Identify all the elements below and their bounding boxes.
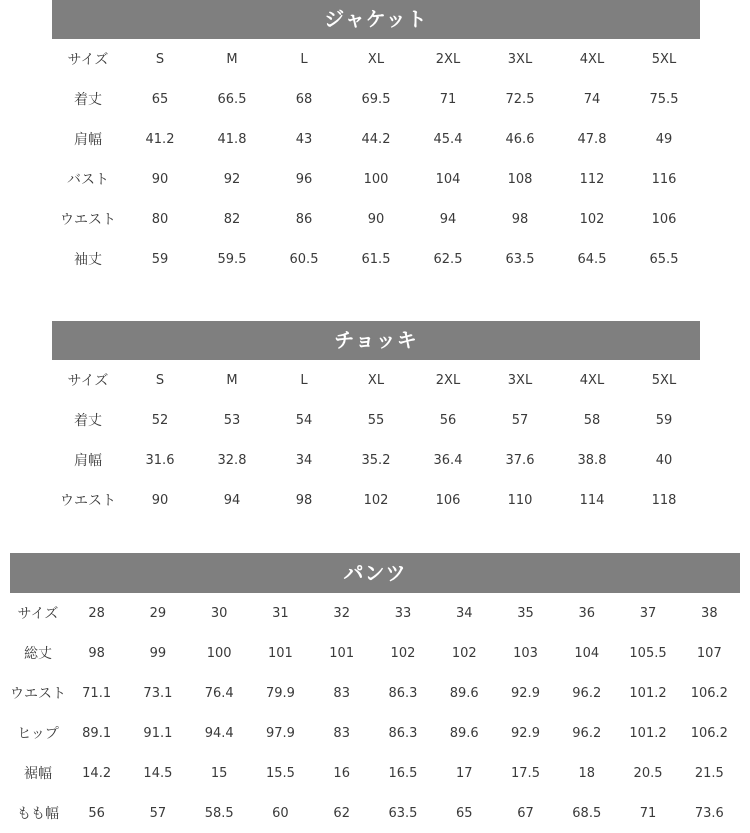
measure-value: 102 <box>579 211 605 227</box>
measure-value: 98 <box>88 645 105 661</box>
measure-value: 75.5 <box>649 91 679 107</box>
measure-value: 116 <box>651 171 677 187</box>
measure-label: 着丈 <box>74 413 102 429</box>
measure-value: 17 <box>455 765 473 781</box>
measure-value: 62.5 <box>433 251 463 267</box>
measure-value: 96 <box>295 171 313 187</box>
measure-label: ヒップ <box>17 726 59 742</box>
measure-value: 73.6 <box>694 805 724 821</box>
measure-value: 83 <box>333 685 350 701</box>
measure-value: 56 <box>88 805 105 821</box>
size-label: 34 <box>455 605 473 621</box>
measure-value: 106 <box>435 492 461 508</box>
measure-value: 15 <box>210 765 228 781</box>
measure-label: もも幅 <box>17 806 59 822</box>
pants-measure-row <box>10 633 740 673</box>
measure-value: 112 <box>579 171 605 187</box>
measure-value: 66.5 <box>217 91 247 107</box>
measure-value: 102 <box>363 492 389 508</box>
size-label: 31 <box>272 605 289 621</box>
measure-value: 90 <box>367 211 385 227</box>
measure-value: 54 <box>295 412 313 428</box>
measure-value: 100 <box>206 645 232 661</box>
measure-label: 総丈 <box>24 646 52 662</box>
measure-value: 89.6 <box>449 685 479 701</box>
measure-value: 92.9 <box>511 685 540 701</box>
measure-value: 31.6 <box>145 452 175 468</box>
measure-value: 40 <box>655 452 673 468</box>
measure-value: 44.2 <box>361 131 391 147</box>
measure-value: 32.8 <box>217 452 247 468</box>
measure-label: バスト <box>67 172 109 188</box>
measure-value: 80 <box>151 211 169 227</box>
pants-measure-row <box>10 793 740 833</box>
size-label: 4XL <box>579 372 605 388</box>
size-label: S <box>155 51 165 67</box>
pants-title: パンツ <box>10 553 740 593</box>
measure-value: 18 <box>578 765 596 781</box>
measure-value: 94 <box>439 211 457 227</box>
size-label: S <box>155 372 165 388</box>
measure-value: 71.1 <box>82 685 112 701</box>
measure-value: 79.9 <box>265 685 295 701</box>
measure-value: 63.5 <box>505 251 535 267</box>
measure-value: 65 <box>151 91 169 107</box>
measure-value: 14.5 <box>143 765 173 781</box>
measure-value: 94.4 <box>204 725 234 741</box>
measure-value: 74 <box>583 91 601 107</box>
size-label: M <box>226 372 238 388</box>
size-label: M <box>226 51 238 67</box>
jacket-measure-row <box>52 199 700 239</box>
measure-value: 100 <box>363 171 389 187</box>
measure-value: 101 <box>268 645 293 661</box>
measure-value: 69.5 <box>361 91 391 107</box>
pants-measure-row <box>10 713 740 753</box>
measure-value: 59 <box>151 251 169 267</box>
measure-value: 76.4 <box>204 685 234 701</box>
size-label: 35 <box>517 605 534 621</box>
measure-value: 45.4 <box>433 131 463 147</box>
measure-value: 58 <box>583 412 601 428</box>
measure-value: 86 <box>295 211 313 227</box>
size-label: 37 <box>639 605 657 621</box>
size-label: 3XL <box>507 372 533 388</box>
measure-value: 34 <box>295 452 313 468</box>
measure-value: 86.3 <box>388 685 418 701</box>
measure-value: 37.6 <box>505 452 535 468</box>
measure-value: 36.4 <box>433 452 463 468</box>
measure-value: 90 <box>151 171 169 187</box>
vest-size-table <box>52 360 700 520</box>
measure-value: 96.2 <box>572 685 602 701</box>
measure-value: 72.5 <box>505 91 535 107</box>
size-label: 3XL <box>507 51 533 67</box>
measure-value: 56 <box>439 412 457 428</box>
jacket-measure-row <box>52 239 700 279</box>
size-label: 4XL <box>579 51 605 67</box>
measure-value: 101.2 <box>629 725 667 741</box>
measure-value: 103 <box>513 645 538 661</box>
jacket-size-section <box>52 0 700 279</box>
measure-value: 89.6 <box>449 725 479 741</box>
measure-value: 57 <box>511 412 529 428</box>
measure-value: 114 <box>579 492 605 508</box>
size-label: 33 <box>394 605 412 621</box>
measure-value: 60.5 <box>289 251 319 267</box>
size-label: 28 <box>88 605 105 621</box>
measure-value: 16 <box>333 765 350 781</box>
measure-value: 97.9 <box>265 725 295 741</box>
measure-value: 82 <box>223 211 241 227</box>
measure-label: 袖丈 <box>74 252 102 268</box>
measure-value: 15.5 <box>265 765 295 781</box>
measure-value: 60 <box>272 805 289 821</box>
measure-value: 55 <box>367 412 385 428</box>
measure-value: 14.2 <box>82 765 112 781</box>
measure-value: 65.5 <box>649 251 679 267</box>
jacket-size-table <box>52 39 700 279</box>
size-label: 32 <box>333 605 350 621</box>
measure-value: 94 <box>223 492 241 508</box>
measure-value: 41.8 <box>217 131 247 147</box>
measure-value: 17.5 <box>511 765 540 781</box>
size-label: 29 <box>149 605 167 621</box>
measure-value: 58.5 <box>204 805 234 821</box>
measure-value: 21.5 <box>694 765 724 781</box>
measure-value: 49 <box>655 131 673 147</box>
measure-value: 52 <box>151 412 169 428</box>
measure-value: 47.8 <box>577 131 607 147</box>
size-label: 2XL <box>435 372 461 388</box>
measure-label: 肩幅 <box>74 132 102 148</box>
measure-value: 59.5 <box>217 251 247 267</box>
measure-value: 59 <box>655 412 673 428</box>
pants-measure-row <box>10 753 740 793</box>
measure-value: 101 <box>329 645 355 661</box>
measure-value: 98 <box>511 211 529 227</box>
jacket-measure-row <box>52 119 700 159</box>
measure-value: 90 <box>151 492 169 508</box>
measure-value: 106.2 <box>690 725 728 741</box>
size-header-label: サイズ <box>17 606 59 622</box>
measure-value: 86.3 <box>388 725 418 741</box>
size-label: 30 <box>210 605 228 621</box>
measure-value: 91.1 <box>143 725 173 741</box>
measure-value: 89.1 <box>82 725 112 741</box>
measure-value: 71 <box>639 805 657 821</box>
jacket-measure-row <box>52 159 700 199</box>
measure-value: 63.5 <box>388 805 418 821</box>
measure-value: 106.2 <box>690 685 728 701</box>
vest-title: チョッキ <box>52 321 700 360</box>
size-label: 2XL <box>435 51 461 67</box>
measure-value: 92.9 <box>511 725 540 741</box>
measure-value: 57 <box>149 805 167 821</box>
measure-value: 110 <box>507 492 533 508</box>
measure-value: 35.2 <box>361 452 391 468</box>
jacket-title: ジャケット <box>52 0 700 39</box>
measure-value: 104 <box>574 645 600 661</box>
measure-value: 73.1 <box>143 685 173 701</box>
measure-value: 16.5 <box>388 765 418 781</box>
measure-value: 102 <box>390 645 416 661</box>
measure-value: 53 <box>223 412 241 428</box>
measure-value: 118 <box>651 492 677 508</box>
pants-size-section <box>10 553 740 833</box>
size-header-label: サイズ <box>67 52 109 68</box>
measure-value: 101.2 <box>629 685 667 701</box>
measure-value: 83 <box>333 725 350 741</box>
size-label: 38 <box>701 605 718 621</box>
measure-value: 71 <box>439 91 457 107</box>
measure-value: 67 <box>517 805 534 821</box>
vest-size-header-row <box>52 360 700 400</box>
size-label: 5XL <box>651 372 677 388</box>
measure-value: 102 <box>451 645 477 661</box>
vest-measure-row <box>52 480 700 520</box>
size-label: L <box>300 372 308 388</box>
size-label: L <box>300 51 308 67</box>
measure-value: 106 <box>651 211 677 227</box>
jacket-size-header-row <box>52 39 700 79</box>
pants-size-header-row <box>10 593 740 633</box>
measure-value: 20.5 <box>633 765 663 781</box>
measure-label: 肩幅 <box>74 453 102 469</box>
pants-measure-row <box>10 673 740 713</box>
measure-value: 41.2 <box>145 131 175 147</box>
measure-label: 着丈 <box>74 92 102 108</box>
measure-value: 107 <box>696 645 722 661</box>
size-header-label: サイズ <box>67 373 109 389</box>
vest-size-section <box>52 321 700 520</box>
jacket-measure-row <box>52 79 700 119</box>
size-label: 36 <box>578 605 596 621</box>
measure-label: ウエスト <box>60 212 116 228</box>
measure-value: 104 <box>435 171 461 187</box>
measure-label: ウエスト <box>60 493 116 509</box>
measure-value: 108 <box>507 171 533 187</box>
measure-value: 68 <box>295 91 313 107</box>
measure-value: 105.5 <box>629 645 667 661</box>
measure-value: 62 <box>333 805 350 821</box>
measure-value: 43 <box>295 131 313 147</box>
measure-value: 38.8 <box>577 452 607 468</box>
measure-value: 61.5 <box>361 251 391 267</box>
size-label: 5XL <box>651 51 677 67</box>
measure-label: 裾幅 <box>24 766 52 782</box>
vest-measure-row <box>52 400 700 440</box>
size-label: XL <box>367 51 385 67</box>
size-label: XL <box>367 372 385 388</box>
measure-value: 96.2 <box>572 725 602 741</box>
measure-value: 92 <box>223 171 241 187</box>
pants-size-table <box>10 593 740 833</box>
measure-value: 68.5 <box>572 805 602 821</box>
measure-value: 99 <box>149 645 167 661</box>
measure-value: 98 <box>295 492 313 508</box>
measure-label: ウエスト <box>10 686 66 702</box>
vest-measure-row <box>52 440 700 480</box>
measure-value: 64.5 <box>577 251 607 267</box>
measure-value: 46.6 <box>505 131 535 147</box>
measure-value: 65 <box>455 805 473 821</box>
